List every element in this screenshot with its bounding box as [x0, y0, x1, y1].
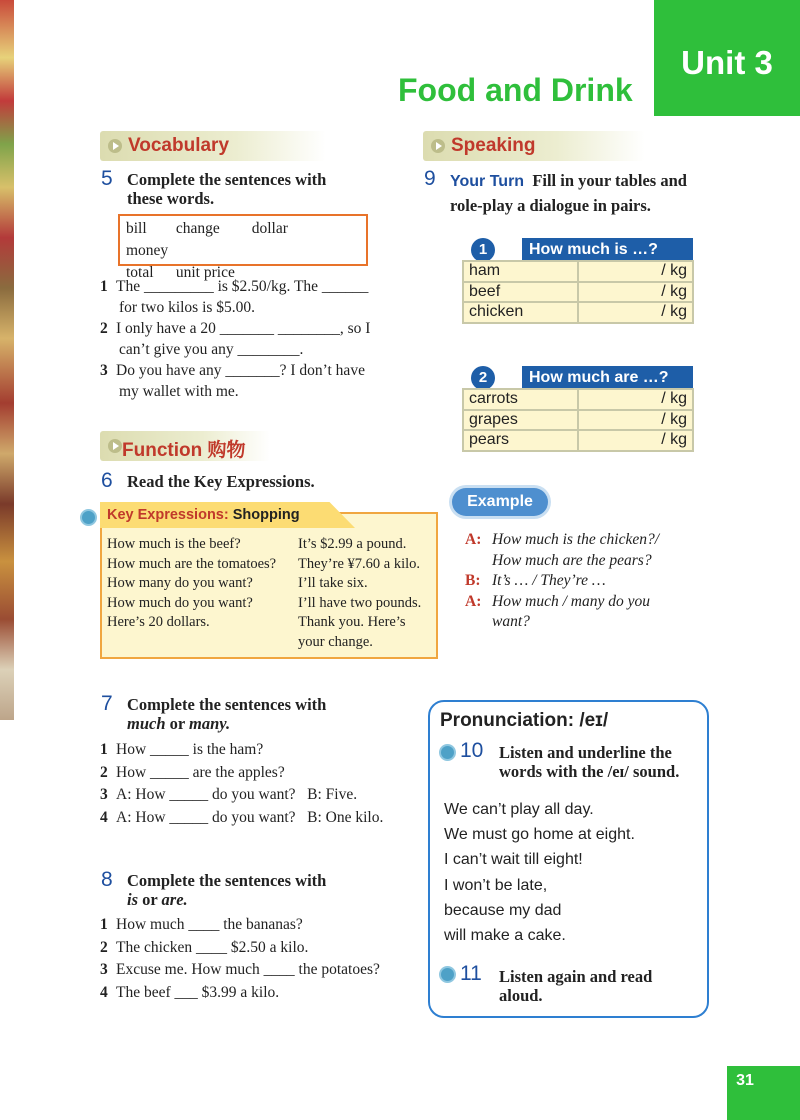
- page-number: 31: [736, 1072, 754, 1089]
- table-row: ham / kg: [463, 261, 693, 282]
- list-item: 3 Excuse me. How much ____ the potatoes?: [100, 961, 380, 978]
- word-item: change: [175, 220, 220, 237]
- price-table-1: [462, 260, 694, 324]
- list-item: 4 A: How _____ do you want? B: One kilo.: [100, 808, 384, 826]
- exercise-5-instruction: [127, 170, 326, 208]
- exercise-11-instruction: [499, 967, 652, 1005]
- table-2-badge: 2: [471, 366, 495, 390]
- function-heading-text: Function 购物: [122, 440, 246, 461]
- audio-cd-icon[interactable]: [439, 744, 456, 761]
- key-expressions-title: Key Expressions: Shopping: [107, 507, 300, 523]
- instruction-line: Complete the sentences with: [127, 695, 327, 714]
- expression: How much are the tomatoes?: [107, 555, 277, 572]
- unit-label: Unit 3: [681, 44, 773, 81]
- audio-cd-icon[interactable]: [80, 509, 97, 526]
- exercise-10-number: 10: [460, 739, 484, 762]
- play-icon: [108, 439, 122, 453]
- dialogue-line: It’s … / They’re …: [492, 572, 606, 589]
- food-photo-strip: [0, 0, 14, 720]
- poem-line: We can’t play all day.: [444, 801, 594, 818]
- key-expressions-list: [107, 535, 437, 655]
- list-item-continuation: can’t give you any ________.: [119, 341, 304, 358]
- word-item: dollar: [251, 220, 288, 237]
- exercise-5-number: 5: [101, 167, 113, 190]
- list-item: 1 How much ____ the bananas?: [100, 916, 303, 933]
- pronunciation-title: Pronunciation: /eɪ/: [440, 710, 609, 731]
- table-2-title: How much are …?: [522, 366, 693, 390]
- speaker-label: B:: [465, 572, 481, 589]
- speaking-heading-text: Speaking: [451, 135, 536, 156]
- exercise-7-items: [100, 739, 420, 829]
- table-row: pears / kg: [463, 430, 693, 451]
- questions-column: [107, 535, 297, 633]
- play-icon: [431, 139, 445, 153]
- exercise-8-items: [100, 914, 420, 1004]
- example-label: Example: [452, 488, 548, 516]
- poem-line: will make a cake.: [444, 927, 566, 945]
- instruction-line: these words.: [127, 189, 215, 208]
- instruction-line: Listen again and read: [499, 967, 653, 986]
- list-item: 2 How _____ are the apples?: [100, 763, 285, 781]
- pronunciation-poem: [444, 797, 635, 948]
- exercise-6-number: 6: [101, 469, 113, 492]
- instruction-line: aloud.: [499, 986, 543, 1005]
- exercise-9-number: 9: [424, 167, 436, 190]
- instruction-line: Listen and underline the: [499, 743, 672, 762]
- expression: I’ll take six.: [298, 575, 368, 591]
- instruction-line: much or many.: [127, 714, 231, 733]
- vocabulary-heading: [100, 131, 326, 161]
- expression: I’ll have two pounds.: [298, 594, 422, 611]
- list-item: 2 The chicken ____ $2.50 a kilo.: [100, 938, 309, 956]
- exercise-10-instruction: [499, 743, 679, 781]
- table-row: chicken / kg: [463, 302, 693, 323]
- dialogue-line: How much is the chicken?/: [492, 531, 660, 548]
- list-item: 4 The beef ___ $3.99 a kilo.: [100, 983, 280, 1001]
- word-item: money: [126, 242, 169, 259]
- exercise-7-number: 7: [101, 692, 113, 715]
- expression: Thank you. Here’s: [298, 614, 406, 630]
- audio-cd-icon[interactable]: [439, 966, 456, 983]
- expression: How much do you want?: [107, 594, 253, 611]
- table-1-badge: 1: [471, 238, 495, 262]
- list-item: 2 I only have a 20 _______ ________, so I: [100, 320, 371, 337]
- list-item: 1 The _________ is $2.50/kg. The ______: [100, 278, 369, 295]
- poem-line: I won’t be late,: [444, 876, 548, 894]
- speaking-heading: [423, 131, 645, 161]
- dialogue-line: How much / many do you: [492, 592, 650, 610]
- table-row: beef / kg: [463, 282, 693, 303]
- list-item-continuation: for two kilos is $5.00.: [119, 299, 256, 316]
- page-title: Food and Drink: [398, 72, 633, 108]
- dialogue-line: want?: [492, 613, 530, 630]
- exercise-7-instruction: [127, 695, 326, 733]
- table-row: grapes / kg: [463, 410, 693, 431]
- word-bank: [118, 214, 368, 281]
- exercise-9-instruction: [450, 169, 687, 218]
- instruction-line: is or are.: [127, 890, 188, 909]
- dialogue-line: How much are the pears?: [492, 551, 652, 569]
- vocabulary-heading-text: Vocabulary: [128, 135, 230, 156]
- expression: How many do you want?: [107, 575, 253, 591]
- poem-line: I can’t wait till eight!: [444, 851, 583, 869]
- exercise-5-items: [100, 276, 410, 402]
- play-icon: [108, 139, 122, 153]
- expression: your change.: [298, 633, 373, 650]
- instruction-line: Complete the sentences with: [127, 170, 327, 189]
- list-item: 1 How _____ is the ham?: [100, 741, 264, 758]
- table-row: carrots / kg: [463, 389, 693, 410]
- list-item: 3 A: How _____ do you want? B: Five.: [100, 786, 358, 803]
- expression: Here’s 20 dollars.: [107, 614, 210, 630]
- instruction-line: role-play a dialogue in pairs.: [450, 196, 651, 215]
- word-item: total: [126, 264, 154, 281]
- function-heading: [100, 431, 270, 461]
- expression: How much is the beef?: [107, 536, 241, 552]
- price-table-2: [462, 388, 694, 452]
- word-item: unit price: [175, 264, 235, 281]
- exercise-11-number: 11: [460, 962, 482, 985]
- list-item: 3 Do you have any _______? I don’t have: [100, 362, 365, 379]
- exercise-6-instruction: Read the Key Expressions.: [127, 472, 315, 491]
- list-item-continuation: my wallet with me.: [119, 383, 239, 400]
- exercise-8-number: 8: [101, 868, 113, 891]
- example-dialogue: [465, 530, 705, 640]
- expression: They’re ¥7.60 a kilo.: [298, 555, 421, 572]
- speaker-label: A:: [465, 531, 482, 548]
- instruction-line: Your Turn Fill in your tables and: [450, 171, 687, 190]
- exercise-8-instruction: [127, 871, 326, 909]
- answers-column: [298, 535, 448, 652]
- instruction-line: words with the /eɪ/ sound.: [499, 762, 680, 781]
- word-item: bill: [126, 220, 147, 237]
- table-1-title: How much is …?: [522, 238, 693, 262]
- expression: It’s $2.99 a pound.: [298, 536, 407, 552]
- poem-line: because my dad: [444, 901, 562, 919]
- poem-line: We must go home at eight.: [444, 826, 635, 844]
- instruction-line: Complete the sentences with: [127, 871, 327, 890]
- speaker-label: A:: [465, 592, 482, 610]
